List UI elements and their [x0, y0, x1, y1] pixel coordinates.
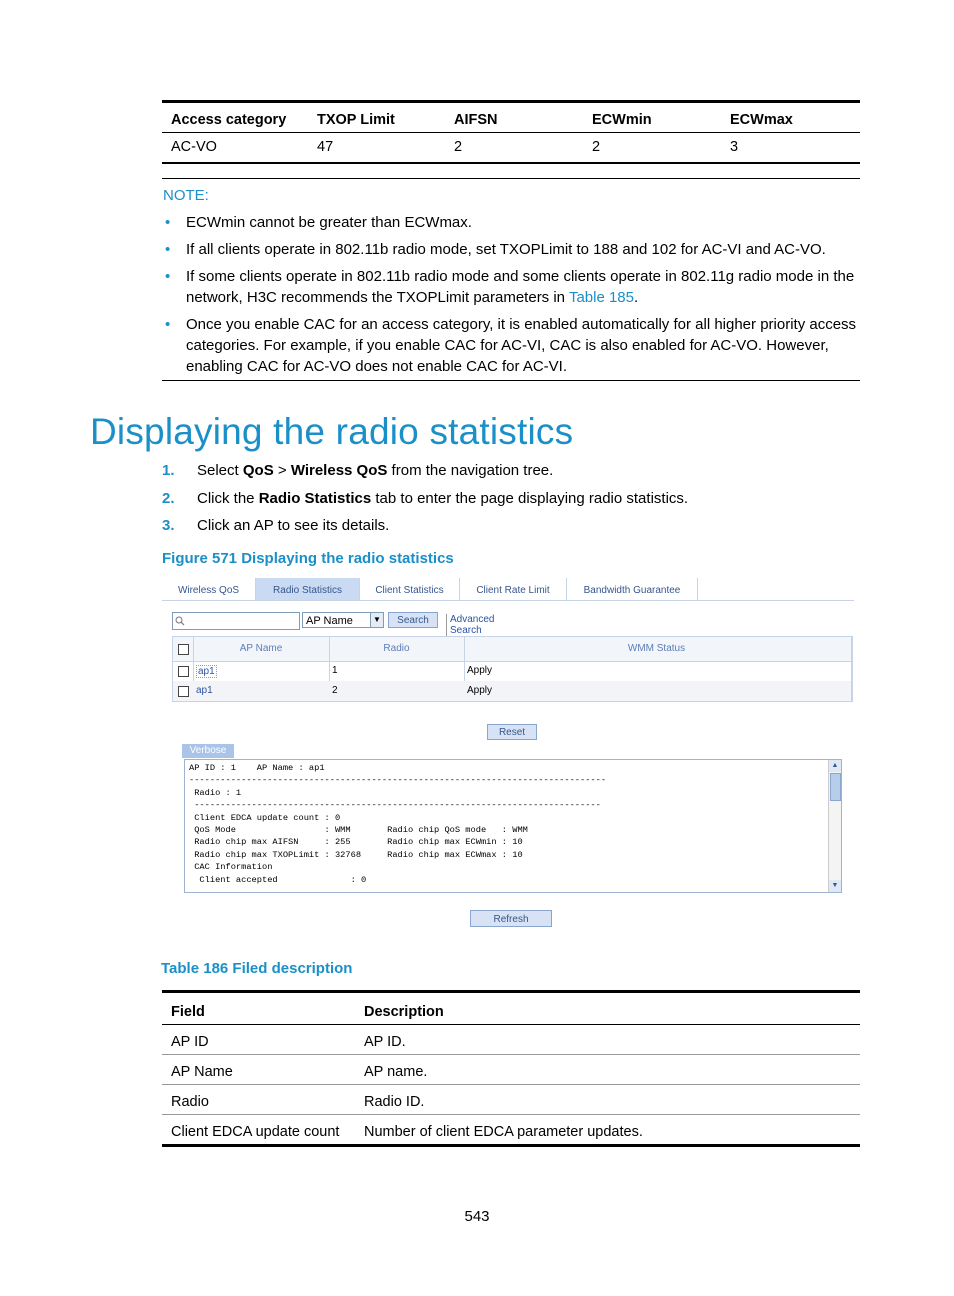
vertical-scrollbar[interactable] — [828, 760, 841, 892]
scroll-down-icon[interactable]: ▼ — [829, 880, 841, 892]
step-text: from the navigation tree. — [387, 462, 554, 479]
note-text: Once you enable CAC for an access category, it is enabled automatically for all higher priority access categories. For example, if you enable CAC for AC-VI, CAC is also enabled for AC-VO. However, enabling CAC for AC-VO does not enable CAC for AC-VI. — [186, 316, 857, 375]
step-bold: Wireless QoS — [290, 462, 388, 479]
verbose-tab[interactable]: Verbose — [182, 744, 234, 758]
step-number: 2. — [162, 489, 175, 507]
magnifier-icon — [175, 616, 185, 626]
chevron-down-icon: ▼ — [370, 613, 383, 627]
tab-client-rate-limit[interactable]: Client Rate Limit — [460, 578, 567, 600]
table-row — [162, 133, 860, 164]
row-checkbox[interactable] — [178, 686, 189, 697]
steps-list — [162, 462, 688, 545]
refresh-button[interactable]: Refresh — [470, 910, 552, 927]
access-category-table — [162, 100, 860, 164]
ap-name-link[interactable]: ap1 — [198, 666, 215, 677]
figure-caption: Figure 571 Displaying the radio statistics — [162, 550, 454, 567]
step-bold: QoS — [242, 462, 274, 479]
header-cell: Access category — [162, 102, 308, 133]
select-value: AP Name — [306, 615, 353, 627]
table-row — [162, 1055, 860, 1085]
table-row[interactable] — [173, 681, 851, 701]
note-bullet — [162, 212, 862, 233]
header-cell: AIFSN — [445, 102, 583, 133]
section-heading: Displaying the radio statistics — [90, 411, 574, 452]
page-number: 543 — [464, 1208, 490, 1225]
note-text: ECWmin cannot be greater than ECWmax. — [186, 214, 472, 231]
step-number: 3. — [162, 517, 175, 534]
header-cell: ECWmax — [721, 102, 860, 133]
tab-radio-statistics[interactable]: Radio Statistics — [256, 578, 360, 600]
table-cell: 3 — [730, 139, 739, 155]
header-cell: ECWmin — [583, 102, 721, 133]
table-185-link[interactable]: Table 185 — [568, 289, 634, 306]
bullet-icon: • — [165, 214, 171, 231]
note-top-rule — [162, 178, 860, 179]
field-cell: Client EDCA update count — [171, 1123, 340, 1140]
radio-cell: 2 — [332, 685, 338, 696]
note-bullet — [162, 239, 862, 260]
search-button[interactable]: Search — [388, 612, 438, 628]
field-cell: AP ID — [162, 1025, 355, 1055]
wmm-status-cell: Apply — [467, 665, 493, 676]
step-item — [162, 462, 688, 490]
table-caption: Table 186 Filed description — [161, 960, 353, 977]
bullet-icon: • — [165, 241, 171, 258]
ap-name-link[interactable]: ap1 — [196, 685, 213, 696]
note-bottom-rule — [162, 380, 860, 381]
verbose-text: AP ID : 1 AP Name : ap1 -------------------------------------------------------------------------------- Radio : 1 ------------------------------------------------------------------------------ Client EDCA update count : 0 QoS Mode : WMM Radio chip QoS mode : WMM Radio chip max AIFSN : 255 Radio chip max ECWmin : 10 Radio chip max TXOPLimit : 32768 Radio chip max ECWmax : 10 CAC Information Client accepted : 0 — [189, 763, 607, 885]
header-cell: Field — [162, 992, 355, 1025]
bullet-icon: • — [165, 316, 171, 333]
note-bullet — [162, 266, 862, 308]
step-text: > — [273, 462, 291, 479]
table-header-row — [162, 102, 860, 133]
table-row — [162, 1115, 860, 1146]
scroll-thumb[interactable] — [830, 773, 841, 801]
radio-statistics-screenshot — [162, 578, 854, 938]
description-cell: AP ID. — [355, 1025, 860, 1055]
table-header-row — [162, 992, 860, 1025]
description-cell: Number of client EDCA parameter updates. — [364, 1123, 643, 1140]
table-cell: 2 — [454, 139, 463, 155]
note-text: If all clients operate in 802.11b radio mode, set TXOPLimit to 188 and 102 for AC-VI and AC-VO. — [186, 241, 826, 258]
ap-list-table — [172, 636, 853, 702]
note-text: If some clients operate in 802.11b radio mode and some clients operate in 802.11g radio mode in the network, H3C recommends the TXOPLimit parameters in — [186, 268, 855, 306]
step-item — [162, 517, 688, 545]
header-cell: TXOP Limit — [308, 102, 445, 133]
description-cell: Radio ID. — [355, 1085, 860, 1115]
column-ap-name[interactable]: AP Name — [239, 643, 283, 654]
step-item — [162, 490, 688, 518]
field-description-table — [162, 990, 860, 1147]
scroll-up-icon[interactable]: ▲ — [829, 760, 841, 772]
description-cell: AP name. — [355, 1055, 860, 1085]
header-cell: Description — [355, 992, 860, 1025]
column-radio[interactable]: Radio — [383, 643, 410, 654]
table-row — [162, 1085, 860, 1115]
bullet-icon: • — [165, 268, 171, 285]
table-header — [173, 637, 851, 662]
tab-client-statistics[interactable]: Client Statistics — [360, 578, 460, 600]
column-wmm-status[interactable]: WMM Status — [627, 643, 686, 654]
step-bold: Radio Statistics — [258, 489, 372, 507]
note-text: . — [634, 289, 639, 306]
tab-bandwidth-guarantee[interactable]: Bandwidth Guarantee — [567, 578, 698, 600]
field-cell: AP Name — [162, 1055, 355, 1085]
note-bullet — [162, 314, 862, 377]
step-text: tab to enter the page displaying radio statistics. — [371, 489, 689, 507]
step-text: Click the — [197, 489, 259, 507]
table-cell: AC-VO — [171, 139, 217, 155]
table-cell: 47 — [317, 139, 334, 155]
select-all-checkbox[interactable] — [178, 644, 189, 655]
table-cell: 2 — [592, 139, 601, 155]
step-text: Click an AP to see its details. — [197, 517, 390, 534]
tab-bar — [162, 578, 854, 601]
field-cell: Radio — [162, 1085, 355, 1115]
note-label: NOTE: — [163, 187, 209, 204]
table-row[interactable] — [173, 661, 851, 681]
reset-button[interactable]: Reset — [487, 724, 537, 740]
row-checkbox[interactable] — [178, 666, 189, 677]
search-input[interactable] — [172, 612, 300, 630]
search-field-select[interactable] — [302, 612, 384, 628]
verbose-output[interactable] — [184, 759, 842, 893]
note-bullets — [162, 212, 862, 383]
advanced-search-link[interactable]: Advanced Search — [446, 614, 494, 636]
wmm-status-cell: Apply — [467, 685, 493, 696]
step-number: 1. — [162, 462, 175, 479]
tab-wireless-qos[interactable]: Wireless QoS — [162, 578, 256, 600]
step-text: Select — [197, 462, 243, 479]
table-row — [162, 1025, 860, 1055]
radio-cell: 1 — [332, 665, 338, 676]
